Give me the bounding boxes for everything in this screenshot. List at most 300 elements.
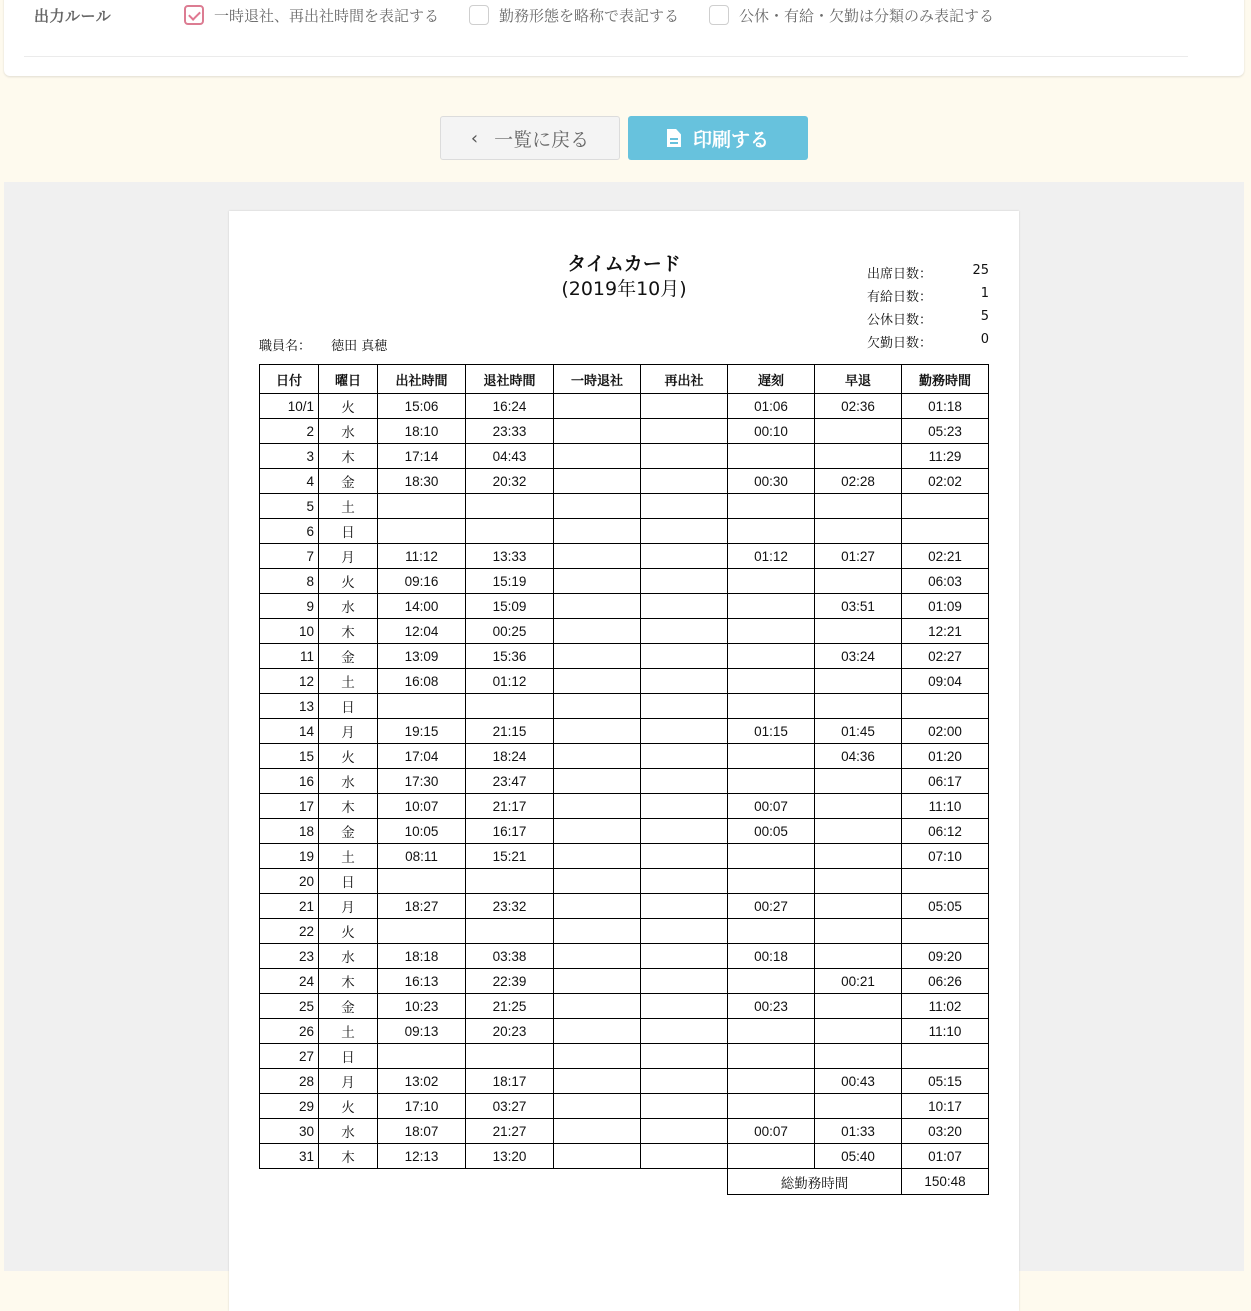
rule-option-label: 一時退社、再出社時間を表記する	[214, 6, 440, 25]
table-cell	[902, 1044, 989, 1069]
table-cell: 01:09	[902, 594, 989, 619]
table-cell: 19	[260, 844, 319, 869]
table-cell	[554, 519, 641, 544]
table-cell: 木	[319, 794, 378, 819]
table-cell: 9	[260, 594, 319, 619]
table-cell	[554, 919, 641, 944]
table-cell	[554, 644, 641, 669]
stat-value: 5	[980, 309, 989, 324]
table-row	[260, 744, 989, 769]
table-cell: 17:30	[378, 769, 466, 794]
table-cell	[554, 594, 641, 619]
back-to-list-button[interactable]	[440, 116, 620, 160]
table-cell	[466, 494, 554, 519]
table-row	[260, 619, 989, 644]
table-cell: 00:10	[728, 419, 815, 444]
table-row	[260, 769, 989, 794]
table-cell: 19:15	[378, 719, 466, 744]
table-cell	[554, 1119, 641, 1144]
table-cell: 06:17	[902, 769, 989, 794]
table-cell: 金	[319, 994, 378, 1019]
table-cell: 02:21	[902, 544, 989, 569]
table-cell	[554, 894, 641, 919]
spacer	[260, 1169, 728, 1195]
column-header: 退社時間	[466, 365, 554, 394]
output-rules-panel	[4, 0, 1244, 76]
table-cell: 11:10	[902, 1019, 989, 1044]
table-row	[260, 894, 989, 919]
table-cell: 火	[319, 919, 378, 944]
table-cell: 20:23	[466, 1019, 554, 1044]
table-cell	[378, 919, 466, 944]
column-header: 早退	[815, 365, 902, 394]
table-cell: 02:27	[902, 644, 989, 669]
table-cell: 21:25	[466, 994, 554, 1019]
table-cell	[728, 1144, 815, 1169]
table-cell: 01:45	[815, 719, 902, 744]
table-cell: 01:20	[902, 744, 989, 769]
table-cell: 木	[319, 969, 378, 994]
table-cell	[728, 569, 815, 594]
table-cell: 16	[260, 769, 319, 794]
table-cell	[641, 919, 728, 944]
table-row	[260, 1019, 989, 1044]
table-cell	[378, 694, 466, 719]
table-cell	[554, 819, 641, 844]
table-cell	[554, 444, 641, 469]
table-cell: 05:23	[902, 419, 989, 444]
checkbox-abbreviate-work-type[interactable]	[469, 5, 489, 25]
table-cell: 11:12	[378, 544, 466, 569]
table-cell: 06:03	[902, 569, 989, 594]
table-cell: 13:02	[378, 1069, 466, 1094]
table-cell: 00:07	[728, 1119, 815, 1144]
table-cell	[641, 569, 728, 594]
table-cell: 土	[319, 1019, 378, 1044]
rule-option-label: 勤務形態を略称で表記する	[499, 6, 680, 25]
table-row	[260, 694, 989, 719]
table-cell	[554, 1094, 641, 1119]
table-cell: 17	[260, 794, 319, 819]
table-row	[260, 794, 989, 819]
table-cell: 15	[260, 744, 319, 769]
total-work-time-label: 総勤務時間	[728, 1169, 902, 1195]
back-button-label: 一覧に戻る	[494, 128, 590, 151]
table-cell: 09:13	[378, 1019, 466, 1044]
table-row	[260, 394, 989, 419]
table-cell: 水	[319, 594, 378, 619]
table-cell: 03:24	[815, 644, 902, 669]
table-cell	[815, 494, 902, 519]
timecard-period: (2019年10月)	[561, 278, 687, 300]
table-cell	[728, 869, 815, 894]
table-cell	[641, 1044, 728, 1069]
table-cell: 木	[319, 1144, 378, 1169]
table-cell	[554, 694, 641, 719]
table-cell: 金	[319, 819, 378, 844]
table-row	[260, 669, 989, 694]
table-row	[260, 444, 989, 469]
table-cell: 26	[260, 1019, 319, 1044]
table-cell	[728, 1019, 815, 1044]
table-cell	[466, 869, 554, 894]
table-cell	[815, 819, 902, 844]
table-cell: 土	[319, 494, 378, 519]
table-cell	[815, 894, 902, 919]
table-cell	[815, 869, 902, 894]
column-header: 遅刻	[728, 365, 815, 394]
table-cell: 16:13	[378, 969, 466, 994]
table-cell: 03:38	[466, 944, 554, 969]
table-cell	[728, 1094, 815, 1119]
table-cell	[728, 669, 815, 694]
table-cell	[815, 1044, 902, 1069]
table-cell: 01:27	[815, 544, 902, 569]
table-cell	[554, 1044, 641, 1069]
table-row	[260, 494, 989, 519]
table-cell: 00:30	[728, 469, 815, 494]
table-cell: 水	[319, 1119, 378, 1144]
table-cell	[728, 444, 815, 469]
table-cell: 5	[260, 494, 319, 519]
total-work-time-value: 150:48	[902, 1169, 989, 1195]
table-cell: 月	[319, 1069, 378, 1094]
table-row	[260, 819, 989, 844]
table-cell: 13:20	[466, 1144, 554, 1169]
table-cell	[554, 1019, 641, 1044]
stat-paid-leave-days	[867, 286, 989, 309]
table-cell: 27	[260, 1044, 319, 1069]
document-icon	[667, 129, 681, 147]
column-header: 一時退社	[554, 365, 641, 394]
print-button[interactable]	[628, 116, 808, 160]
table-cell: 23:47	[466, 769, 554, 794]
chevron-left-icon: ‹	[470, 127, 479, 149]
table-cell: 00:18	[728, 944, 815, 969]
table-cell: 16:08	[378, 669, 466, 694]
table-cell: 10:05	[378, 819, 466, 844]
table-cell: 00:21	[815, 969, 902, 994]
table-cell: 03:20	[902, 1119, 989, 1144]
table-row	[260, 519, 989, 544]
table-cell	[554, 1069, 641, 1094]
table-cell: 火	[319, 744, 378, 769]
table-cell: 01:33	[815, 1119, 902, 1144]
rule-option-abbreviate-work-type[interactable]	[469, 5, 679, 26]
table-cell	[902, 519, 989, 544]
table-row	[260, 994, 989, 1019]
table-cell	[815, 1094, 902, 1119]
table-cell: 月	[319, 544, 378, 569]
checkbox-show-temp-leave[interactable]	[184, 5, 204, 25]
stat-value: 0	[980, 332, 989, 347]
table-cell	[641, 944, 728, 969]
table-cell	[728, 1069, 815, 1094]
table-cell	[815, 619, 902, 644]
table-cell	[728, 744, 815, 769]
table-row	[260, 969, 989, 994]
rule-option-show-temp-leave[interactable]	[184, 5, 439, 26]
table-cell	[641, 444, 728, 469]
table-cell	[554, 419, 641, 444]
table-row	[260, 944, 989, 969]
table-cell	[466, 519, 554, 544]
table-cell	[641, 494, 728, 519]
table-cell	[815, 444, 902, 469]
table-cell	[815, 694, 902, 719]
table-cell: 3	[260, 444, 319, 469]
table-cell: 11:10	[902, 794, 989, 819]
table-cell	[641, 619, 728, 644]
table-cell: 07:10	[902, 844, 989, 869]
rule-option-category-only[interactable]	[709, 5, 994, 26]
table-cell: 4	[260, 469, 319, 494]
table-cell: 18	[260, 819, 319, 844]
table-cell	[641, 644, 728, 669]
table-row	[260, 1069, 989, 1094]
table-cell	[641, 694, 728, 719]
table-cell: 05:15	[902, 1069, 989, 1094]
table-cell: 12:21	[902, 619, 989, 644]
table-cell: 23:33	[466, 419, 554, 444]
stat-attendance-days	[867, 263, 989, 286]
table-cell: 18:18	[378, 944, 466, 969]
table-cell	[815, 919, 902, 944]
table-cell	[378, 869, 466, 894]
table-cell: 24	[260, 969, 319, 994]
table-cell: 日	[319, 519, 378, 544]
table-cell	[728, 844, 815, 869]
timecard-title: タイムカード	[567, 253, 681, 275]
table-row	[260, 469, 989, 494]
table-cell: 02:02	[902, 469, 989, 494]
attendance-stats	[867, 263, 989, 355]
table-cell: 25	[260, 994, 319, 1019]
table-cell: 15:19	[466, 569, 554, 594]
table-cell: 18:17	[466, 1069, 554, 1094]
table-cell: 金	[319, 469, 378, 494]
table-cell	[466, 919, 554, 944]
table-cell	[466, 1044, 554, 1069]
table-cell	[815, 669, 902, 694]
table-cell: 01:12	[728, 544, 815, 569]
table-cell	[728, 619, 815, 644]
table-cell	[815, 419, 902, 444]
table-cell: 日	[319, 869, 378, 894]
employee-label: 職員名：	[259, 339, 312, 354]
table-cell: 7	[260, 544, 319, 569]
table-cell: 18:30	[378, 469, 466, 494]
total-row	[260, 1169, 989, 1195]
table-cell: 02:36	[815, 394, 902, 419]
table-cell	[728, 769, 815, 794]
table-cell: 16:24	[466, 394, 554, 419]
table-cell: 01:12	[466, 669, 554, 694]
table-cell: 月	[319, 894, 378, 919]
output-rules-label: 出力ルール	[34, 6, 112, 25]
table-cell: 28	[260, 1069, 319, 1094]
table-cell	[902, 869, 989, 894]
table-cell	[641, 969, 728, 994]
table-cell: 15:06	[378, 394, 466, 419]
table-cell	[641, 844, 728, 869]
table-cell: 09:04	[902, 669, 989, 694]
table-cell: 14	[260, 719, 319, 744]
table-cell	[728, 644, 815, 669]
table-cell: 08:11	[378, 844, 466, 869]
table-cell: 02:00	[902, 719, 989, 744]
employee-name: 徳田 真穂	[331, 339, 388, 354]
table-cell	[554, 794, 641, 819]
stat-absence-days	[867, 332, 989, 355]
table-cell	[641, 744, 728, 769]
table-cell	[554, 569, 641, 594]
table-cell: 06:12	[902, 819, 989, 844]
table-cell	[641, 519, 728, 544]
table-cell	[554, 619, 641, 644]
table-cell	[554, 669, 641, 694]
stat-label: 有給日数：	[867, 290, 933, 305]
stat-public-holiday-days	[867, 309, 989, 332]
table-cell: 13	[260, 694, 319, 719]
table-cell: 17:14	[378, 444, 466, 469]
table-cell	[554, 994, 641, 1019]
table-cell: 00:07	[728, 794, 815, 819]
column-header: 日付	[260, 365, 319, 394]
table-cell: 00:23	[728, 994, 815, 1019]
table-cell: 21:27	[466, 1119, 554, 1144]
table-cell	[902, 919, 989, 944]
table-cell	[815, 944, 902, 969]
table-cell	[466, 694, 554, 719]
table-cell: 土	[319, 669, 378, 694]
table-cell: 2	[260, 419, 319, 444]
table-cell: 月	[319, 719, 378, 744]
table-cell: 30	[260, 1119, 319, 1144]
table-cell	[554, 719, 641, 744]
table-cell: 21	[260, 894, 319, 919]
table-cell: 09:16	[378, 569, 466, 594]
table-row	[260, 569, 989, 594]
table-cell	[554, 844, 641, 869]
column-header: 再出社	[641, 365, 728, 394]
table-cell: 18:10	[378, 419, 466, 444]
table-cell	[641, 594, 728, 619]
table-cell: 金	[319, 644, 378, 669]
table-cell: 06:26	[902, 969, 989, 994]
table-cell: 火	[319, 569, 378, 594]
column-header: 出社時間	[378, 365, 466, 394]
action-buttons	[440, 116, 808, 160]
table-cell: 10/1	[260, 394, 319, 419]
rule-option-label: 公休・有給・欠勤は分類のみ表記する	[739, 6, 995, 25]
table-cell	[378, 519, 466, 544]
table-row	[260, 419, 989, 444]
table-cell: 00:27	[728, 894, 815, 919]
checkbox-category-only[interactable]	[709, 5, 729, 25]
table-cell: 12:13	[378, 1144, 466, 1169]
table-cell: 火	[319, 1094, 378, 1119]
table-cell	[641, 1069, 728, 1094]
table-cell	[641, 1119, 728, 1144]
table-cell: 18:24	[466, 744, 554, 769]
timecard-sheet	[229, 211, 1019, 1311]
table-cell	[641, 394, 728, 419]
table-cell: 04:36	[815, 744, 902, 769]
table-row	[260, 544, 989, 569]
table-cell	[641, 1094, 728, 1119]
table-cell	[728, 919, 815, 944]
table-cell	[554, 944, 641, 969]
table-cell	[554, 869, 641, 894]
table-cell: 10:23	[378, 994, 466, 1019]
table-cell	[554, 544, 641, 569]
print-preview-area	[4, 182, 1244, 1271]
table-cell: 18:27	[378, 894, 466, 919]
table-cell: 火	[319, 394, 378, 419]
table-cell	[641, 1144, 728, 1169]
table-cell	[728, 1044, 815, 1069]
table-cell: 05:05	[902, 894, 989, 919]
table-row	[260, 869, 989, 894]
table-cell	[815, 519, 902, 544]
table-cell: 11:29	[902, 444, 989, 469]
stat-value: 1	[980, 286, 989, 301]
table-cell: 01:18	[902, 394, 989, 419]
table-cell: 日	[319, 1044, 378, 1069]
table-cell: 01:07	[902, 1144, 989, 1169]
table-cell: 10:07	[378, 794, 466, 819]
table-cell	[554, 494, 641, 519]
table-cell	[554, 469, 641, 494]
table-cell: 31	[260, 1144, 319, 1169]
stat-label: 公休日数：	[867, 313, 933, 328]
table-cell	[554, 969, 641, 994]
table-cell: 11:02	[902, 994, 989, 1019]
table-cell	[815, 844, 902, 869]
table-cell	[815, 769, 902, 794]
stat-value: 25	[972, 263, 989, 278]
table-cell: 03:27	[466, 1094, 554, 1119]
table-row	[260, 1094, 989, 1119]
table-cell: 01:15	[728, 719, 815, 744]
table-cell: 21:15	[466, 719, 554, 744]
print-button-label: 印刷する	[692, 128, 769, 151]
table-cell	[728, 969, 815, 994]
table-header-row	[260, 365, 989, 394]
table-cell	[815, 569, 902, 594]
table-cell: 04:43	[466, 444, 554, 469]
table-cell: 12	[260, 669, 319, 694]
table-cell	[641, 994, 728, 1019]
table-cell: 00:25	[466, 619, 554, 644]
employee-info	[259, 335, 387, 354]
table-cell: 11	[260, 644, 319, 669]
table-cell: 05:40	[815, 1144, 902, 1169]
table-cell	[815, 994, 902, 1019]
table-cell: 17:10	[378, 1094, 466, 1119]
table-cell	[902, 694, 989, 719]
column-header: 曜日	[319, 365, 378, 394]
table-cell: 水	[319, 944, 378, 969]
table-cell	[641, 869, 728, 894]
table-cell: 00:43	[815, 1069, 902, 1094]
table-cell: 00:05	[728, 819, 815, 844]
table-cell: 13:33	[466, 544, 554, 569]
table-row	[260, 919, 989, 944]
table-row	[260, 644, 989, 669]
table-cell: 木	[319, 444, 378, 469]
